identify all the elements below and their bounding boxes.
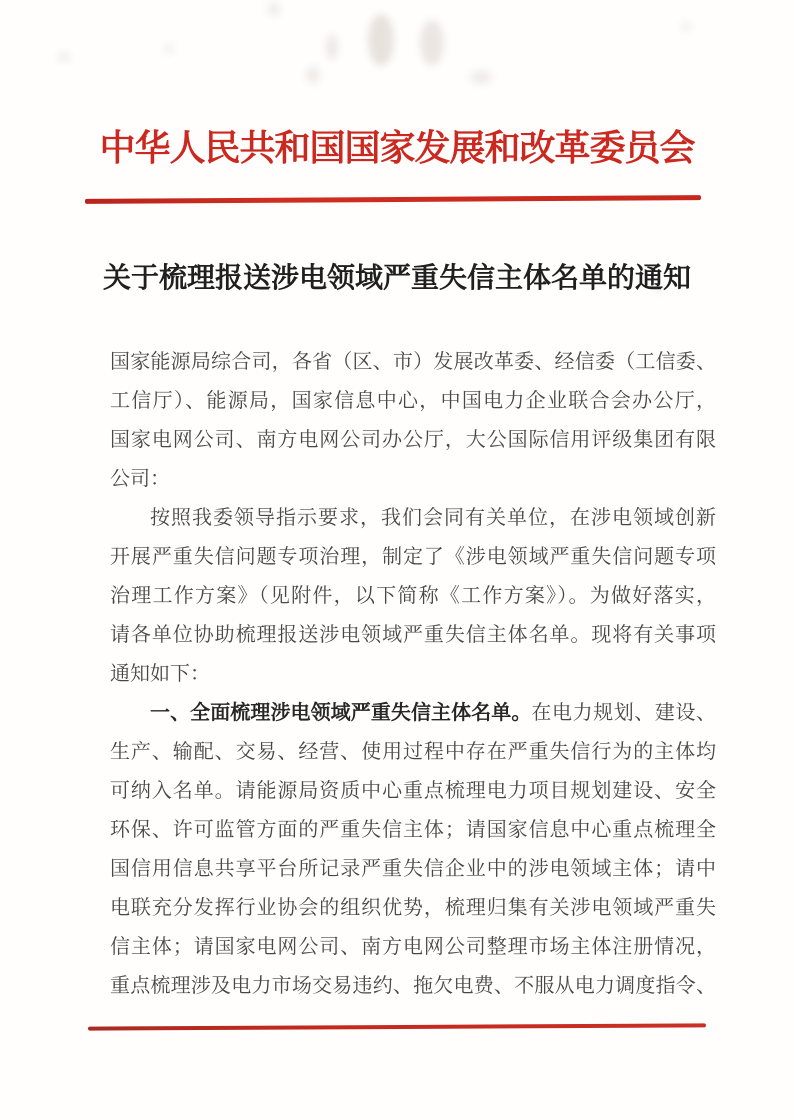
body-line: 国家电网公司、南方电网公司办公厅，大公国际信用评级集团有限 [110,429,716,451]
body-line: 工信厅）、能源局，国家信息中心，中国电力企业联合会办公厅， [110,390,716,412]
body-line: 按照我委领导指示要求，我们会同有关单位，在涉电领域创新 [150,507,716,529]
body-line: 请各单位协助梳理报送涉电领域严重失信主体名单。现将有关事项 [110,624,716,646]
document-body [110,343,716,1006]
scan-smudge [680,22,692,32]
scan-smudge [470,70,492,84]
document-title: 关于梳理报送涉电领域严重失信主体名单的通知 [102,263,691,294]
scan-smudge [164,44,174,53]
body-line: 国家能源局综合司，各省（区、市）发展改革委、经信委（工信委、 [110,351,716,373]
recipients-paragraph [110,343,716,499]
item1-first-line-rest: 在电力规划、建设、 [531,702,716,724]
body-line: 环保、许可监管方面的严重失信主体；请国家信息中心重点梳理全 [110,819,716,841]
scan-smudge [268,2,280,16]
body-line: 公司： [110,468,170,490]
item1-paragraph [110,694,716,1006]
letterhead-title: 中华人民共和国国家发展和改革委员会 [99,128,695,168]
body-line: 开展严重失信问题专项治理，制定了《涉电领域严重失信问题专项 [110,546,716,568]
scan-smudge [306,66,320,84]
body-line: 信主体；请国家电网公司、南方电网公司整理市场主体注册情况， [110,936,716,958]
intro-paragraph [110,499,716,694]
footer-divider-rule [88,1023,706,1030]
body-line: 通知如下： [110,663,210,685]
body-line [110,694,716,733]
scan-smudge [58,52,70,62]
scan-smudge [368,14,394,66]
letterhead-divider-rule [85,195,701,204]
body-line: 国信用信息共享平台所记录严重失信企业中的涉电领域主体；请中 [110,858,716,880]
item1-bold-heading: 一、全面梳理涉电领域严重失信主体名单。 [150,702,532,724]
body-line: 电联充分发挥行业协会的组织优势，梳理归集有关涉电领域严重失 [110,897,716,919]
body-line: 重点梳理涉及电力市场交易违约、拖欠电费、不服从电力调度指令、 [110,975,716,997]
body-line: 治理工作方案》（见附件，以下简称《工作方案》）。为做好落实， [110,585,716,607]
body-line: 生产、输配、交易、经营、使用过程中存在严重失信行为的主体均 [110,741,716,763]
scan-smudge [326,34,338,60]
body-line: 可纳入名单。请能源局资质中心重点梳理电力项目规划建设、安全 [110,780,716,802]
scan-smudge [420,20,444,66]
